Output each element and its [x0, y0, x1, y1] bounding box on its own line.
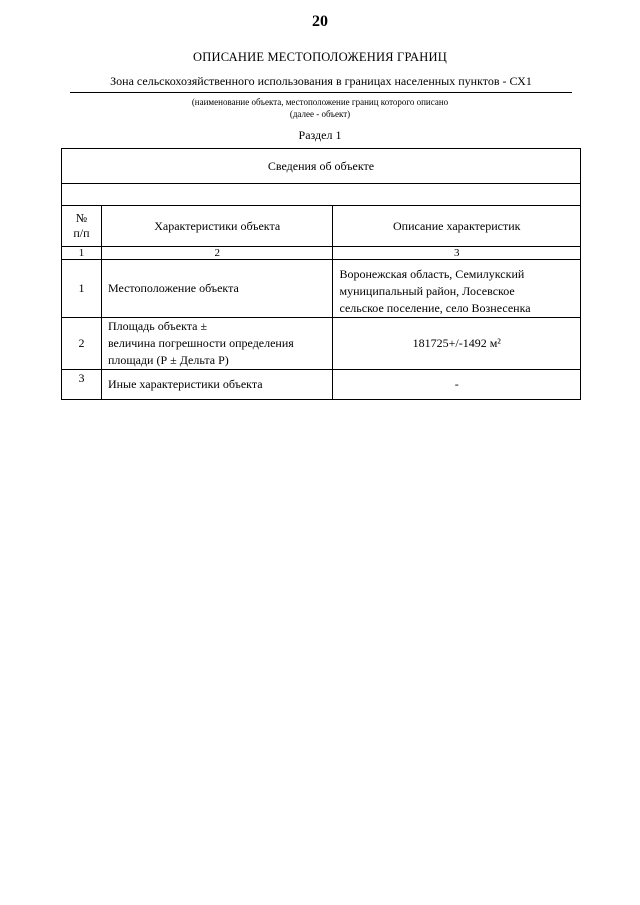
column-number: 1: [62, 247, 102, 260]
table-caption: Сведения об объекте: [62, 149, 581, 184]
header-num-line1: №: [75, 211, 88, 225]
blank-cell: [62, 184, 581, 206]
table-row: [62, 260, 581, 318]
header-characteristics: Характеристики объекта: [101, 206, 333, 247]
row-description: -: [333, 370, 581, 400]
row-description: [333, 260, 581, 318]
header-num: [62, 206, 102, 247]
table-blank-row: [62, 184, 581, 206]
description-line: Воронежская область, Семилукский: [339, 267, 525, 281]
description-line: муниципальный район, Лосевское: [339, 284, 515, 298]
column-number-row: [62, 247, 581, 260]
header-description: Описание характеристик: [333, 206, 581, 247]
row-characteristic: Иные характеристики объекта: [101, 370, 333, 400]
object-name-note: [0, 96, 640, 120]
page-number: 20: [312, 13, 328, 30]
row-number: 3: [62, 370, 102, 400]
characteristic-line: Площадь объекта ±: [107, 319, 208, 333]
row-description: 181725+/-1492 м²: [333, 318, 581, 370]
table-caption-row: [62, 149, 581, 184]
object-name: Зона сельскохозяйственного использования в границах населенных пунктов - СХ1: [70, 74, 572, 93]
column-number: 3: [333, 247, 581, 260]
row-number: 1: [62, 260, 102, 318]
header-num-line2: п/п: [73, 226, 90, 240]
object-name-note-line2: (далее - объект): [289, 109, 351, 119]
row-characteristic: Местоположение объекта: [101, 260, 333, 318]
object-name-note-line1: (наименование объекта, местоположение границ которого описано: [191, 97, 449, 107]
section-label: Раздел 1: [298, 128, 342, 142]
column-number: 2: [101, 247, 333, 260]
table-header-row: [62, 206, 581, 247]
description-line: сельское поселение, село Вознесенка: [339, 301, 531, 315]
table-row: [62, 318, 581, 370]
characteristic-line: площади (Р ± Дельта Р): [107, 353, 229, 367]
table-row: [62, 370, 581, 400]
row-characteristic: [101, 318, 333, 370]
characteristic-line: величина погрешности определения: [107, 336, 294, 350]
object-info-table: [61, 148, 581, 400]
row-number: 2: [62, 318, 102, 370]
document-title: ОПИСАНИЕ МЕСТОПОЛОЖЕНИЯ ГРАНИЦ: [193, 50, 447, 64]
